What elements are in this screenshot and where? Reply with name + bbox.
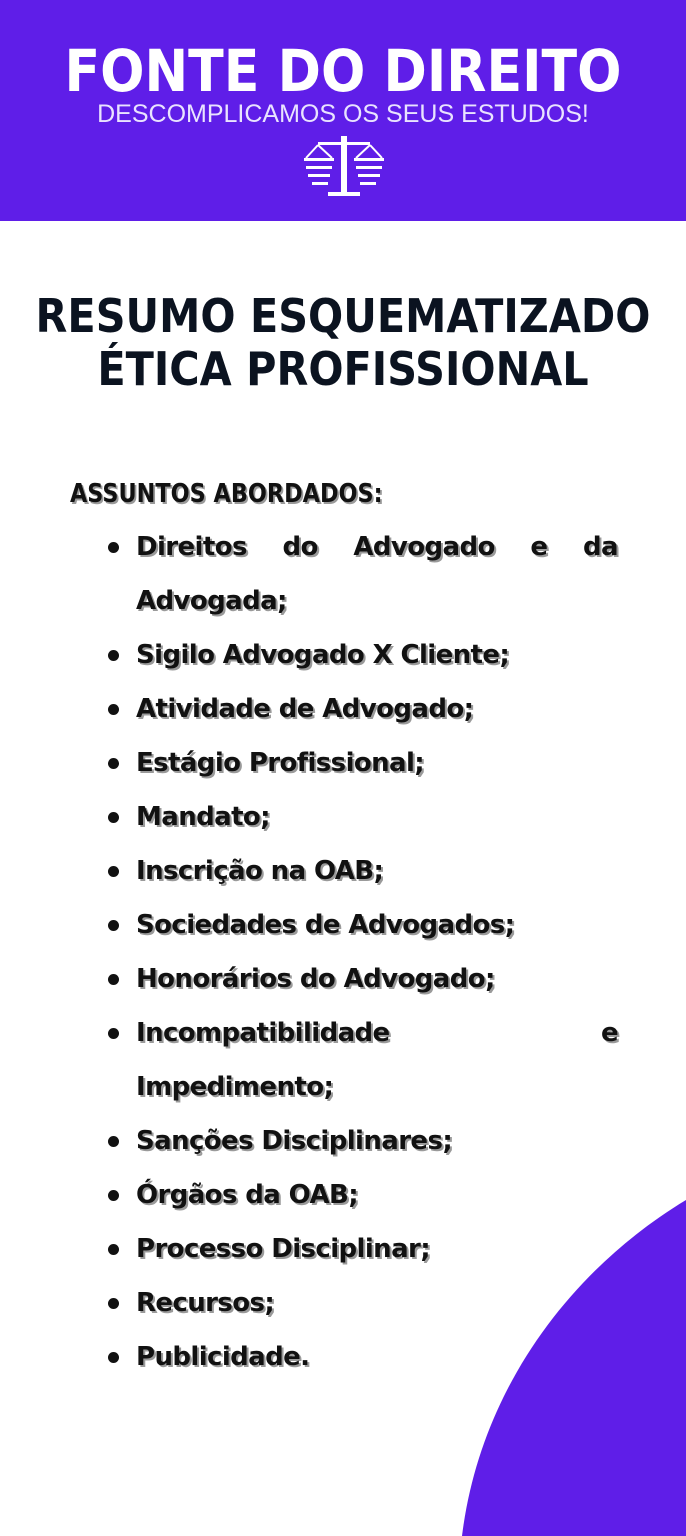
list-item — [108, 736, 618, 790]
bullet-icon — [108, 920, 119, 931]
topics-heading: ASSUNTOS ABORDADOS: — [70, 479, 383, 509]
topic-text: Mandato; — [136, 802, 270, 832]
topic-text: Sigilo Advogado X Cliente; — [136, 640, 510, 670]
topic-text: Inscrição na OAB; — [136, 856, 384, 886]
brand-title: FONTE DO DIREITO — [64, 37, 622, 105]
topic-text: Processo Disciplinar; — [136, 1234, 431, 1264]
topic-text: Direitos do Advogado e da Advogada; — [136, 532, 618, 616]
bullet-icon — [108, 1244, 119, 1255]
header-banner — [0, 0, 686, 221]
bullet-icon — [108, 542, 119, 553]
decorative-corner-shape — [460, 1200, 686, 1536]
bullet-icon — [108, 1298, 119, 1309]
document-title-line-2: ÉTICA PROFISSIONAL — [97, 342, 589, 396]
topic-text: Sanções Disciplinares; — [136, 1126, 453, 1156]
topic-text: Sociedades de Advogados; — [136, 910, 515, 940]
list-item — [108, 628, 618, 682]
topic-text: Incompatibilidade e Impedimento; — [136, 1018, 618, 1102]
bullet-icon — [108, 704, 119, 715]
bullet-icon — [108, 650, 119, 661]
bullet-icon — [108, 1136, 119, 1147]
bullet-icon — [108, 1190, 119, 1201]
list-item — [108, 844, 618, 898]
bullet-icon — [108, 758, 119, 769]
topic-text: Atividade de Advogado; — [136, 694, 474, 724]
brand-subtitle: DESCOMPLICAMOS OS SEUS ESTUDOS! — [97, 100, 589, 128]
topic-text: Honorários do Advogado; — [136, 964, 495, 994]
topic-text: Publicidade. — [136, 1342, 310, 1372]
list-item — [108, 682, 618, 736]
scales-of-justice-icon — [298, 136, 390, 198]
topic-text: Estágio Profissional; — [136, 748, 425, 778]
list-item — [108, 952, 618, 1006]
topic-text: Recursos; — [136, 1288, 275, 1318]
document-title — [34, 290, 651, 396]
list-item — [108, 1114, 618, 1168]
bullet-icon — [108, 974, 119, 985]
bullet-icon — [108, 812, 119, 823]
list-item — [108, 1006, 618, 1114]
bullet-icon — [108, 1028, 119, 1039]
topic-text: Órgãos da OAB; — [136, 1180, 359, 1210]
list-item — [108, 898, 618, 952]
bullet-icon — [108, 866, 119, 877]
bullet-icon — [108, 1352, 119, 1363]
list-item — [108, 790, 618, 844]
list-item — [108, 520, 618, 628]
document-title-line-1: RESUMO ESQUEMATIZADO — [35, 289, 651, 343]
